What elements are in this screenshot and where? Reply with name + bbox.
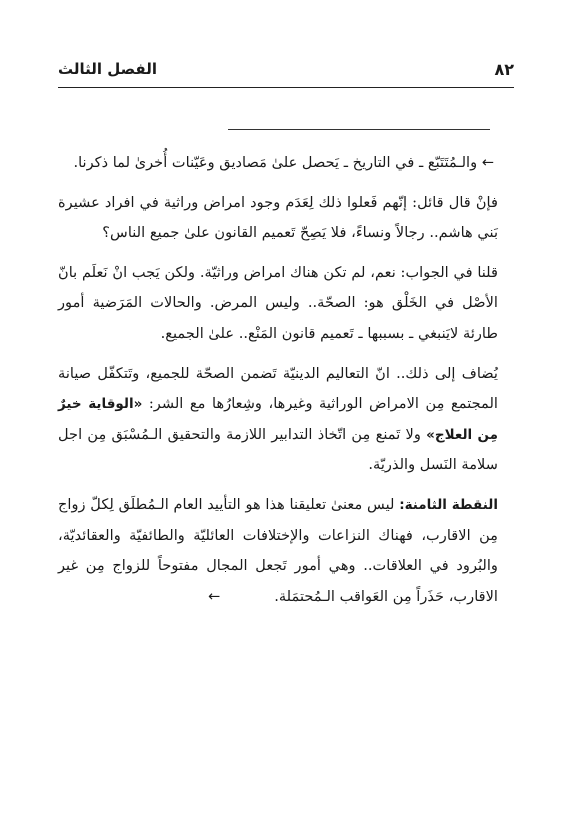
chapter-title: الفصل الثالث bbox=[58, 60, 158, 78]
page-body bbox=[58, 148, 498, 612]
addition-text-after: ولا تَمنع مِن اتّخاذ التدابير اللازمة والتحقيق الـمُسْبَق مِن اجل سلامة النَسل والذريّة. bbox=[58, 425, 498, 474]
answer-paragraph: قلنا في الجواب: نعم، لم تكن هناك امراض وراثيّة. ولكن يَجب انْ نَعلَم بانّ الأصْل في الخَلْق هو: الصحّة.. وليس المرض. والحالات المَرَضية أمور طارئة لايَنبغي ـ بسببها ـ تَعميم قانون المَنْع.. علىٰ الجميع. bbox=[58, 263, 498, 342]
continuation-text: والـمُتَتَبّع ـ في التاريخ ـ يَحصل علىٰ مَصاديق وعَيّنات أُخرىٰ لما ذكرنا. bbox=[73, 154, 478, 171]
continuation-arrow-icon: ← bbox=[481, 154, 494, 171]
proverb-emphasis: «الوقاية خيرٌ مِن العلاج» bbox=[58, 396, 498, 443]
page-header bbox=[58, 60, 514, 86]
eighth-point-paragraph bbox=[58, 490, 498, 612]
eighth-point-label: النقطة الثامنة: bbox=[399, 496, 498, 513]
continuation-paragraph bbox=[58, 148, 498, 179]
separator-rule bbox=[228, 129, 490, 130]
header-rule bbox=[58, 87, 514, 88]
continue-arrow-icon: ← bbox=[207, 587, 221, 605]
objection-paragraph: فإنْ قال قائل: إنّهم فَعلوا ذلك لِعَدَم وجود امراض وراثية في افراد عشيرة بَني هاشم.. رجالاً ونساءً، فلا يَصِحّ تَعميم القانون علىٰ جميع الناس؟ bbox=[58, 193, 498, 242]
addition-paragraph bbox=[58, 359, 498, 481]
page-number: ٨٢ bbox=[494, 60, 514, 79]
eighth-point-text: ليس معنىٰ تعليقنا هذا هو التأييد العام الـمُطلَق لِكلّ زواج مِن الاقارب، فهناك النزاعات والإختلافات العائليّة والطائفيّة والعقائديّة، والبُرود في العلاقات.. وهي أمور تَجعل المجال مفتوحاً للزواج مِن غير الاقارب، حَذَراً مِن العَواقب الـمُحتمَلة. bbox=[58, 495, 498, 605]
addition-text-before: يُضاف إلى ذلك.. انّ التعاليم الدينيّة تَضمن الصحّة للجميع، وتَتكفّل صيانة المجتمع مِن الامراض الوراثية وغيرها، وشِعارُها مع الشر: bbox=[58, 364, 498, 413]
